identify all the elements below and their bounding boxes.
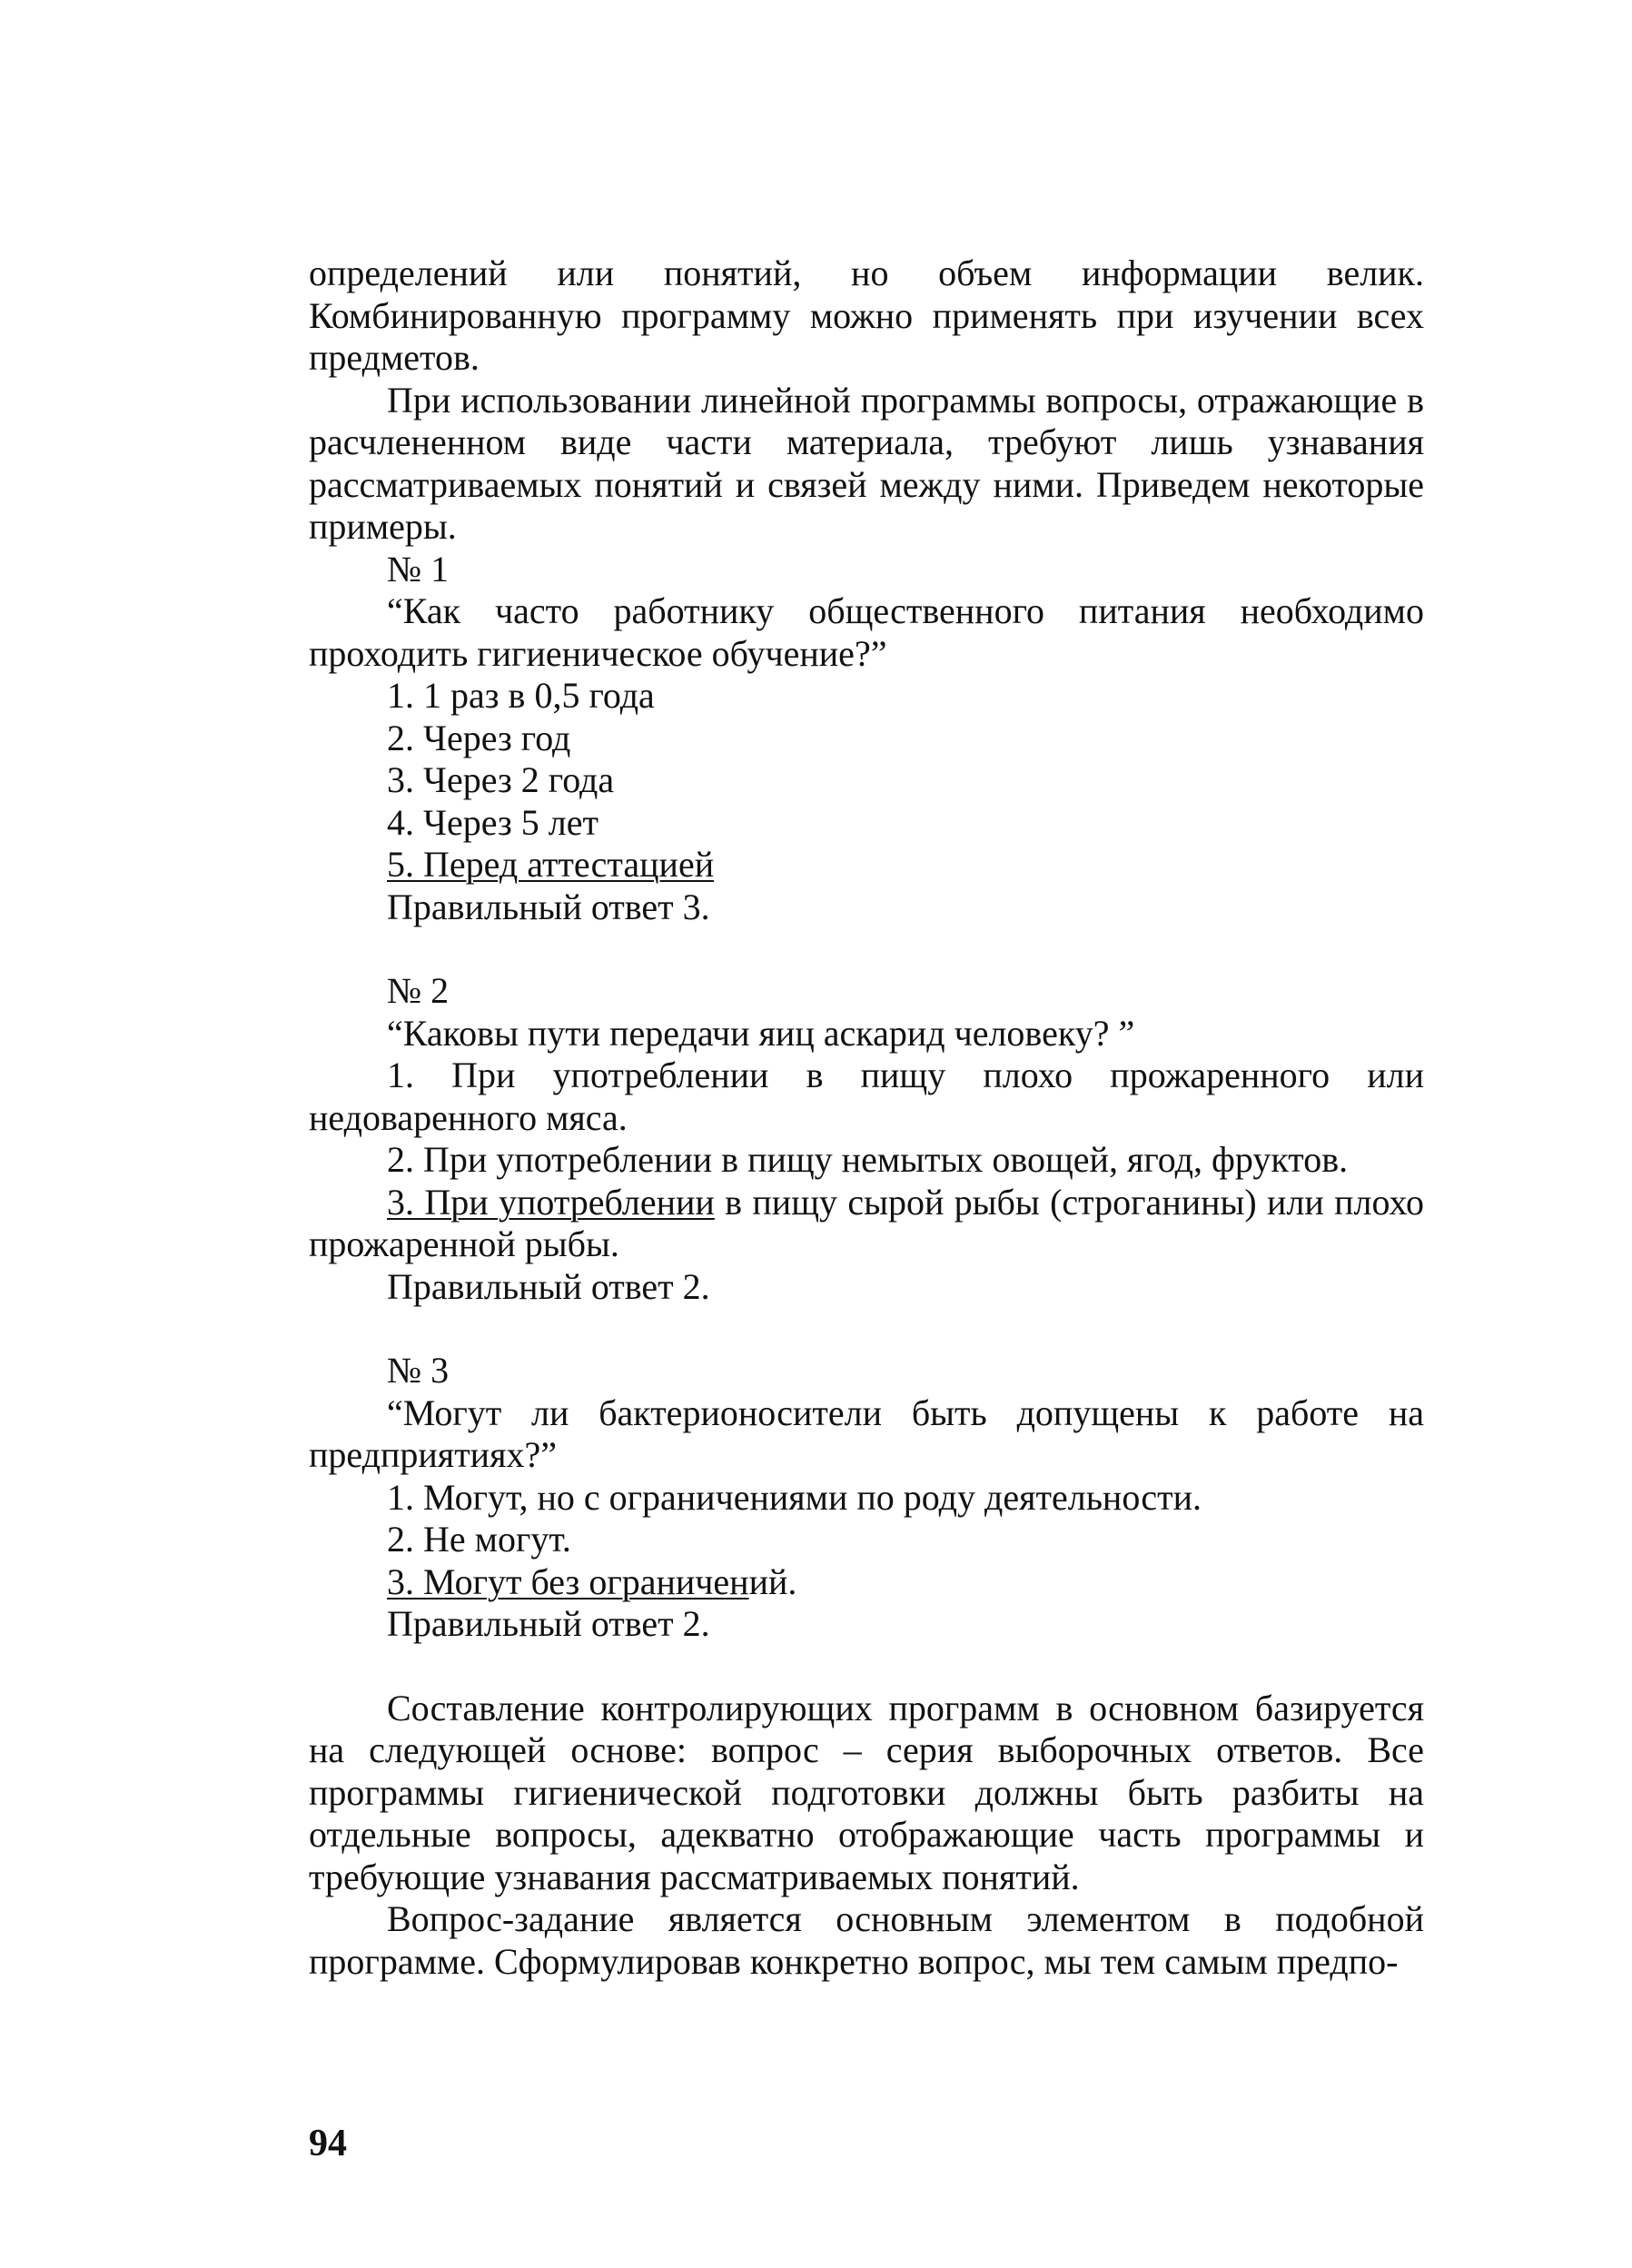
intro-paragraph-2: При использовании линейной программы вопросы, отражающие в расчлененном виде части материала, требуют лишь узнавания рассматриваемых понятий и связей между ними. Приведем некоторые примеры. bbox=[309, 379, 1424, 547]
question-2-option-2: 2. При употреблении в пищу немытых овощей, ягод, фруктов. bbox=[387, 1139, 1349, 1180]
question-2-option-3-rest: в пищу сырой рыбы (строганины) или плохо прожаренной рыбы. bbox=[309, 1181, 1425, 1264]
outro-paragraph-1: Составление контролирующих программ в основном базируется на следующей основе: вопрос – серия выборочных ответов. Все программы гигиенической подготовки должны быть разбиты на отдельные вопросы, адекватно отображающие часть программы и требующие узнавания рассматриваемых понятий. bbox=[309, 1687, 1424, 1897]
intro-paragraph-1: определений или понятий, но объем информации велик. Комбинированную программу можно применять при изучении всех предметов. bbox=[309, 253, 1424, 378]
question-2-option-3-underlined: 3. При употреблении bbox=[387, 1181, 715, 1223]
question-3-text: “Могут ли бактерионосители быть допущены к работе на предприятиях?” bbox=[309, 1392, 1424, 1475]
outro-paragraph-2: Вопрос-задание является основным элементом в подобной программе. Сформулировав конкретно вопрос, мы тем самым предпо- bbox=[309, 1898, 1424, 1982]
question-2-option-3 bbox=[309, 1182, 1424, 1266]
question-1-option-1: 1. 1 раз в 0,5 года bbox=[387, 675, 655, 716]
question-1-answer: Правильный ответ 3. bbox=[387, 886, 710, 927]
question-3-option-1: 1. Могут, но с ограничениями по роду деятельности. bbox=[387, 1476, 1202, 1518]
question-3-option-3-underlined: 3. Могут без ограничен bbox=[387, 1560, 749, 1602]
spacer bbox=[309, 1308, 1424, 1350]
question-3-number: № 3 bbox=[387, 1350, 450, 1391]
question-1-option-4: 4. Через 5 лет bbox=[387, 801, 598, 843]
question-2-number: № 2 bbox=[387, 970, 450, 1011]
question-3-option-3 bbox=[309, 1561, 1424, 1604]
page-number: 94 bbox=[309, 2123, 347, 2164]
question-1-number: № 1 bbox=[387, 548, 450, 589]
question-1-option-2: 2. Через год bbox=[387, 717, 571, 758]
question-1-option-5 bbox=[309, 844, 1424, 886]
question-3-option-3-rest: ий. bbox=[748, 1560, 797, 1602]
spacer bbox=[309, 1646, 1424, 1688]
page-text bbox=[309, 253, 1424, 1983]
question-1-option-5-text: 5. Перед аттестацией bbox=[387, 844, 715, 885]
question-1-option-3: 3. Через 2 года bbox=[387, 759, 615, 800]
question-1-text: “Как часто работнику общественного питания необходимо проходить гигиеническое обучение?” bbox=[309, 590, 1424, 674]
question-2-text: “Каковы пути передачи яиц аскарид человеку? ” bbox=[387, 1012, 1135, 1054]
question-2-answer: Правильный ответ 2. bbox=[387, 1265, 710, 1307]
question-3-option-2: 2. Не могут. bbox=[387, 1519, 571, 1560]
question-3-answer: Правильный ответ 2. bbox=[387, 1603, 710, 1644]
spacer bbox=[309, 928, 1424, 970]
question-2-option-1: 1. При употреблении в пищу плохо прожаренного или недоваренного мяса. bbox=[309, 1055, 1424, 1138]
